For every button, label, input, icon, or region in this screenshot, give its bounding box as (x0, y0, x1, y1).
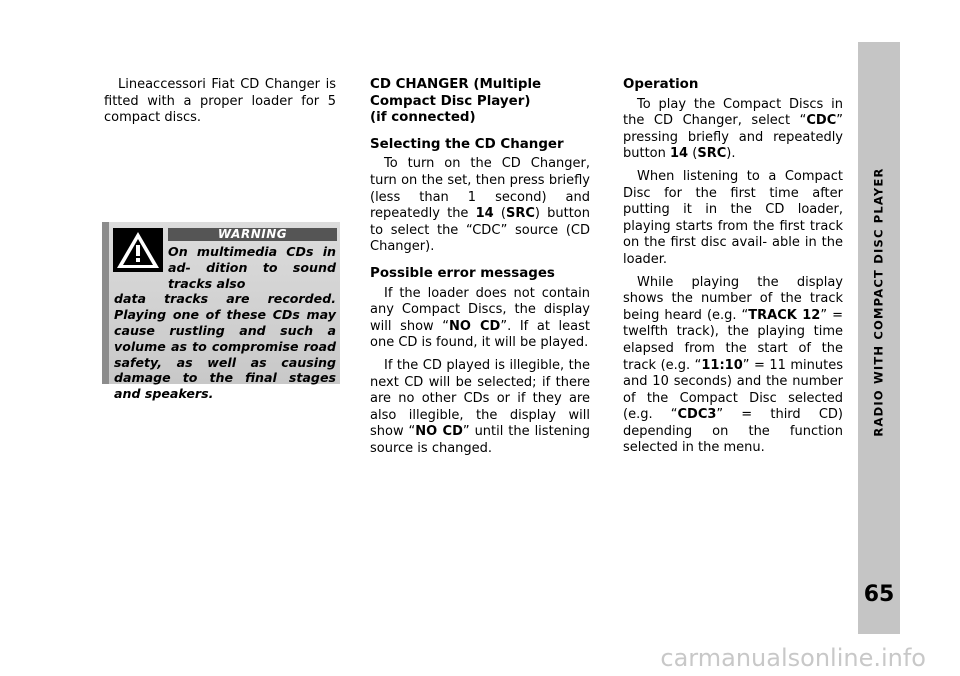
chapter-title: RADIO WITH COMPACT DISC PLAYER (872, 167, 887, 437)
page-number: 65 (863, 582, 895, 607)
paragraph-operation-3: While playing the display shows the number of the track being heard (e.g. “TRACK 12” = twelfth track), the playing time elapsed from the start of the track (e.g. “11:10” = 11 minutes and 10 seconds) and the number of the Compact Disc selected (e.g. “CDC3” = third CD) depending on the function selected in the menu. (623, 274, 844, 456)
warning-text (114, 244, 336, 402)
warning-box (102, 222, 340, 402)
operation-column (623, 77, 843, 457)
heading-selecting: Selecting the CD Changer (370, 136, 564, 152)
paragraph-error-2: If the CD played is illegible, the next CD will be selected; if there are no other CDs or if they are also illegible, the display will show “NO CD” until the listening source is changed. (370, 357, 591, 456)
warning-text-first: On multimedia CDs in ad- dition to sound tracks also (168, 244, 336, 291)
intro-paragraph: Lineaccessori Fiat CD Changer is fitted with a proper loader for 5 compact discs. (104, 77, 336, 126)
warning-label: WARNING (168, 228, 337, 241)
intro-column (104, 77, 336, 127)
paragraph-error-1: If the loader does not contain any Compact Discs, the display will show “NO CD”. If at least one CD is found, it will be played. (370, 285, 590, 351)
section-title: CD CHANGER (Multiple Compact Disc Player) (if connected) (370, 77, 542, 126)
chapter-sidebar (858, 42, 900, 634)
paragraph-selecting: To turn on the CD Changer, turn on the set, then press briefly (less than 1 second) and repeatedly the 14 (SRC) button to select the “CDC” source (CD Changer). (370, 156, 590, 255)
watermark: carmanualsonline.info (660, 644, 926, 672)
warning-box-edge (102, 222, 109, 384)
warning-text-rest: data tracks are recorded. Playing one of these CDs may cause rustling and such a volume as to compromise road safety, as well as causing damage to the final stages and speakers. (114, 291, 336, 402)
paragraph-operation-2: When listening to a Compact Disc for the first time after putting it in the CD loader, playing starts from the first track on the first disc avail- able in the loader. (623, 168, 843, 267)
cd-changer-column (370, 77, 590, 457)
heading-errors: Possible error messages (370, 265, 555, 281)
paragraph-operation-1: To play the Compact Discs in the CD Changer, select “CDC” pressing briefly and repeatedly button 14 (SRC). (623, 96, 843, 162)
heading-operation: Operation (623, 77, 699, 92)
